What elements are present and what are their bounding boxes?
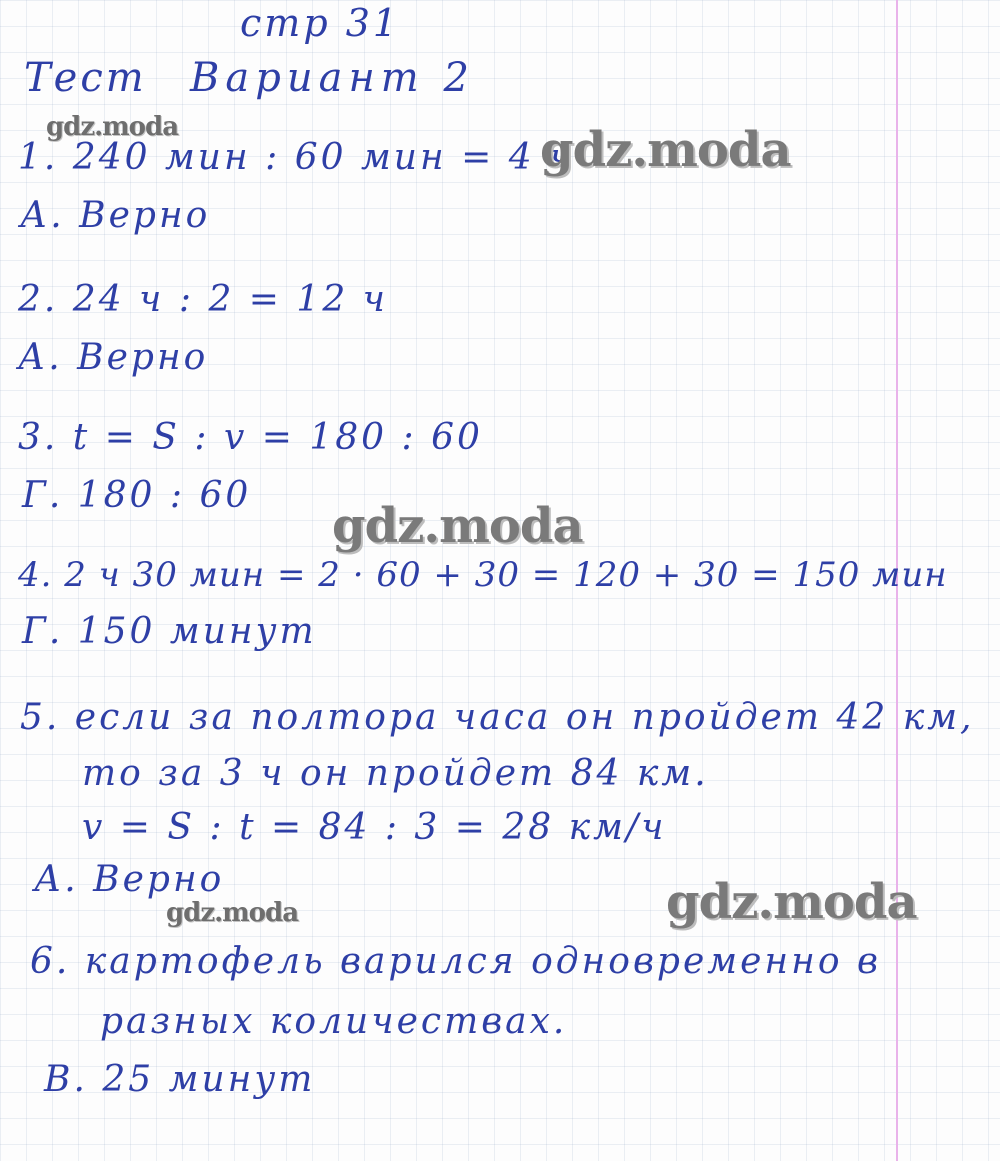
- answer-line-3: 2. 24 ч : 2 = 12 ч: [18, 279, 389, 320]
- watermark: gdz.moda: [332, 498, 583, 554]
- answer-line-5: 3. t = S : v = 180 : 60: [18, 417, 483, 458]
- test-label: Тест: [24, 55, 147, 101]
- answer-line-13: 6. картофель варился одновременно в: [30, 941, 881, 982]
- answer-line-4: А. Верно: [18, 337, 209, 378]
- answer-line-14: разных количествах.: [100, 1001, 568, 1042]
- variant-label: Вариант 2: [190, 55, 475, 101]
- answer-line-8: Г. 150 минут: [22, 611, 317, 652]
- watermark: gdz.moda: [46, 112, 179, 142]
- answer-line-6: Г. 180 : 60: [22, 475, 252, 516]
- answer-line-2: А. Верно: [20, 195, 211, 236]
- answer-line-11: v = S : t = 84 : 3 = 28 км/ч: [82, 807, 667, 848]
- answer-line-1: 1. 240 мин : 60 мин = 4 ч: [18, 137, 575, 178]
- answer-line-10: то за 3 ч он пройдет 84 км.: [82, 753, 709, 794]
- watermark: gdz.moda: [666, 874, 917, 930]
- watermark: gdz.moda: [166, 898, 299, 928]
- answer-line-7: 4. 2 ч 30 мин = 2 · 60 + 30 = 120 + 30 = 150 мин: [18, 555, 948, 595]
- watermark: gdz.moda: [540, 122, 791, 178]
- answer-line-15: В. 25 минут: [44, 1059, 316, 1100]
- answer-line-12: А. Верно: [34, 859, 225, 900]
- answer-line-9: 5. если за полтора часа он пройдет 42 км,: [20, 697, 975, 738]
- page-label: стр 31: [240, 1, 401, 45]
